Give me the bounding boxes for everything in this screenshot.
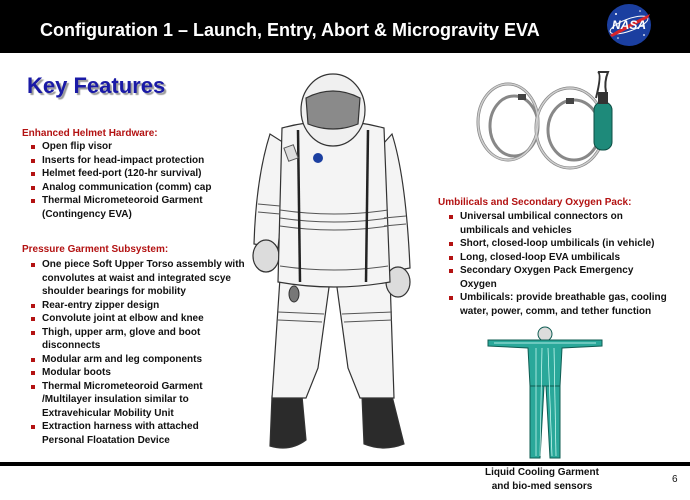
list-item: Short, closed-loop umbilicals (in vehicle) [448,237,670,251]
list-item: Modular boots [30,366,252,380]
nasa-logo-text: NASA [611,18,647,32]
page-number: 6 [672,474,678,485]
list-item: Helmet feed-port (120-hr survival) [30,167,240,181]
bottom-rule [0,462,690,466]
umbilicals-list [448,210,670,318]
pressure-section-title: Pressure Garment Subsystem: [22,244,169,255]
nasa-logo [604,2,654,48]
list-item: Convolute joint at elbow and knee [30,312,252,326]
pressure-list [30,258,252,447]
list-item: Inserts for head-impact protection [30,154,240,168]
cooling-caption-line2: and bio-med sensors [491,481,593,492]
umbilicals-oxygen-pack-illustration [470,68,650,186]
list-item: Umbilicals: provide breathable gas, cooling water, power, comm, and tether function [448,291,670,318]
list-item: Universal umbilical connectors on umbilicals and vehicles [448,210,670,237]
cooling-garment-caption [480,466,604,494]
cooling-caption-line1: Liquid Cooling Garment [485,467,599,478]
helmet-list [30,140,240,221]
helmet-section-title: Enhanced Helmet Hardware: [22,128,158,139]
list-item: Thigh, upper arm, glove and boot disconnects [30,326,252,353]
nasa-patch-icon [313,153,323,163]
list-item: Extraction harness with attached Personal Floatation Device [30,420,236,447]
spacesuit-illustration [250,68,420,464]
list-item: Thermal Micrometeoroid Garment /Multilayer insulation similar to Extravehicular Mobility Unit [30,380,252,421]
list-item: Modular arm and leg components [30,353,252,367]
list-item: Thermal Micrometeoroid Garment (Contingency EVA) [30,194,205,221]
list-item: Analog communication (comm) cap [30,181,240,195]
slide-title: Configuration 1 – Launch, Entry, Abort & Microgravity EVA [40,20,540,40]
umbilicals-section-title: Umbilicals and Secondary Oxygen Pack: [438,197,632,208]
key-features-heading: Key Features [27,73,166,98]
list-item: Long, closed-loop EVA umbilicals [448,251,670,265]
oxygen-pack-icon [594,102,612,150]
list-item: Open flip visor [30,140,240,154]
list-item: Rear-entry zipper design [30,299,252,313]
list-item: Secondary Oxygen Pack Emergency Oxygen [448,264,670,291]
title-bar [0,0,690,53]
list-item: One piece Soft Upper Torso assembly with convolutes at waist and integrated scye shoulder bearings for mobility [30,258,252,299]
liquid-cooling-garment-illustration [486,326,604,464]
